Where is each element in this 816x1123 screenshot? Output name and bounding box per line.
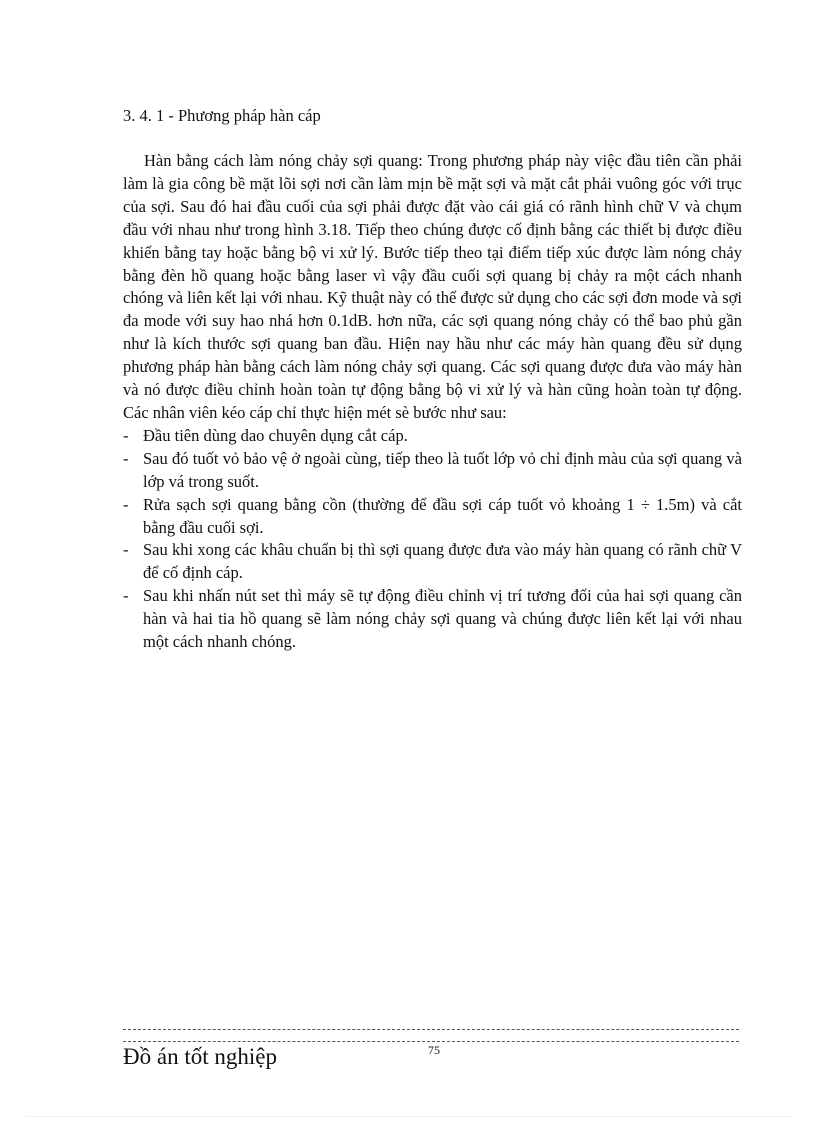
footer-title: Đồ án tốt nghiệp bbox=[123, 1044, 277, 1069]
bullet-dash: - bbox=[123, 448, 129, 468]
step-text: Sau khi xong các khâu chuẩn bị thì sợi quang được đưa vào máy hàn quang có rãnh chữ V để cố định cáp. bbox=[143, 540, 742, 583]
bullet-dash: - bbox=[123, 494, 129, 514]
bullet-dash: - bbox=[123, 425, 129, 445]
body-paragraph: Hàn bằng cách làm nóng chảy sợi quang: Trong phương pháp này việc đầu tiên cần phải làm là gia công bề mặt lõi sợi nơi cần làm mịn bề mặt sợi và mặt cắt phải vuông góc với trục của sợi. Sau đó hai đầu cuối của sợi phải được đặt vào cái giá có rãnh hình chữ V và chụm đầu với nhau như trong hình 3.18. Tiếp theo chúng được cố định bằng các thiết bị được điều khiển bằng tay hoặc bằng bộ vi xử lý. Bước tiếp theo tại điểm tiếp xúc được làm nóng chảy bằng đèn hồ quang hoặc bằng laser vì vậy đầu cuối sợi quang bị chảy ra một cách nhanh chóng và liên kết lại với nhau. Kỹ thuật này có thể được sử dụng cho các sợi đơn mode và sợi đa mode với suy hao nhá hơn 0.1dB. hơn nữa, các sợi quang nóng chảy có thể bao phủ gần như là kích thước sợi quang ban đầu. Hiện nay hầu như các máy hàn quang đều sử dụng phương pháp hàn bằng cách làm nóng chảy sợi quang. Các sợi quang được đưa vào máy hàn và nó được điều chỉnh hoàn toàn tự động bằng bộ vi xử lý và hàn cũng hoàn toàn tự động. Các nhân viên kéo cáp chỉ thực hiện mét sè bước như sau: bbox=[123, 151, 742, 422]
step-list bbox=[123, 425, 742, 654]
bullet-dash: - bbox=[123, 540, 129, 560]
bullet-dash: - bbox=[123, 586, 129, 606]
page-number: 75 bbox=[428, 1043, 440, 1057]
step-item bbox=[123, 448, 742, 494]
step-item bbox=[123, 539, 742, 585]
step-text: Rửa sạch sợi quang bằng cồn (thường để đầu sợi cáp tuốt vỏ khoảng 1 ÷ 1.5m) và cắt bằng đầu cuối sợi. bbox=[143, 494, 742, 537]
body-text bbox=[123, 150, 742, 654]
step-text: Sau khi nhấn nút set thì máy sẽ tự động điều chỉnh vị trí tương đối của hai sợi quang cần hàn và hai tia hồ quang sẽ làm nóng chảy sợi quang và chúng được liên kết lại với nhau một cách nhanh chóng. bbox=[143, 586, 742, 652]
step-item bbox=[123, 494, 742, 540]
step-item bbox=[123, 425, 742, 448]
section-heading: 3. 4. 1 - Phương pháp hàn cáp bbox=[123, 106, 321, 125]
footer-divider bbox=[123, 1029, 739, 1042]
step-text: Sau đó tuốt vỏ bảo vệ ở ngoài cùng, tiếp theo là tuốt lớp vỏ chỉ định màu của sợi quang và lớp vá trong suốt. bbox=[143, 448, 742, 491]
page-edge-divider bbox=[26, 1116, 791, 1117]
step-text: Đầu tiên dùng dao chuyên dụng cắt cáp. bbox=[143, 425, 408, 445]
step-item bbox=[123, 585, 742, 654]
